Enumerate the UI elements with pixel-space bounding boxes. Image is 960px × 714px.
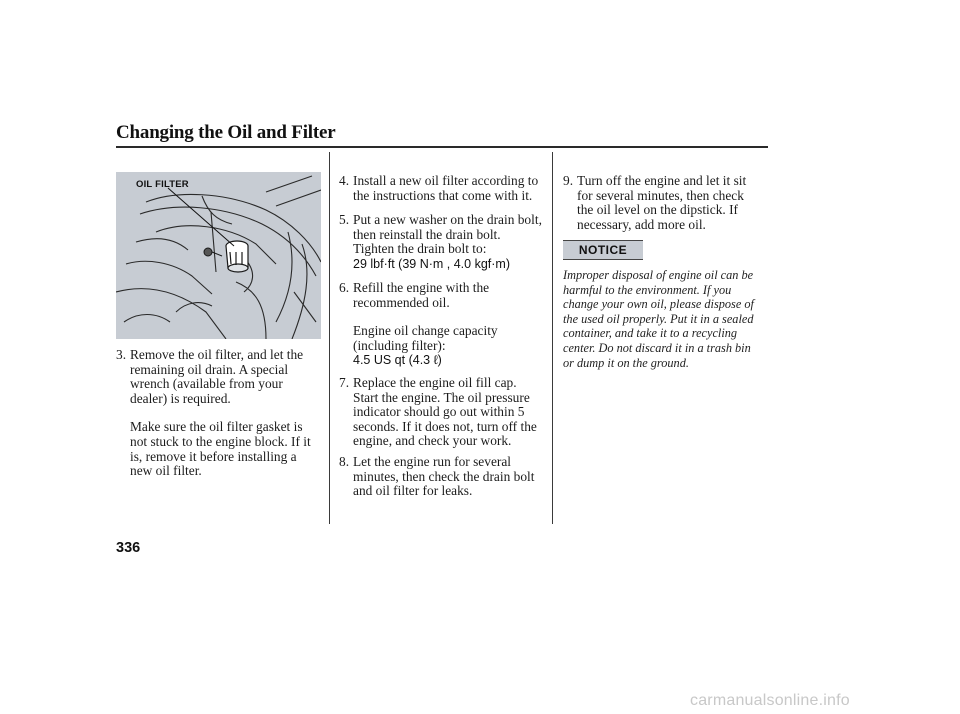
page-number: 336 [116, 540, 141, 556]
step-number: 3. [116, 347, 127, 362]
text-line: Let the engine run for several [353, 454, 512, 469]
step-4 [339, 174, 551, 203]
text-line: recommended oil. [353, 294, 450, 310]
text-line: Replace the engine oil fill cap. [353, 375, 517, 390]
text-line: dealer) is required. [130, 390, 231, 406]
text-line: new oil filter. [130, 463, 202, 479]
text-line: or dump it on the ground. [563, 355, 689, 370]
text-line: Remove the oil filter, and let the [130, 347, 304, 362]
text-line: (including filter): [353, 337, 446, 353]
column-divider-2 [552, 152, 553, 524]
step-6 [339, 281, 551, 367]
text-line: minutes, then check the drain bolt [353, 468, 535, 484]
text-line: Turn off the engine and let it sit [577, 173, 747, 188]
title-rule [116, 146, 768, 148]
step-number: 7. [339, 375, 350, 390]
column-divider-1 [329, 152, 330, 524]
section-title: Changing the Oil and Filter [116, 122, 336, 143]
step-number: 9. [563, 173, 574, 188]
figure-label: OIL FILTER [136, 179, 189, 190]
text-line: Improper disposal of engine oil can be [563, 268, 754, 282]
step-7 [339, 376, 551, 449]
watermark: carmanualsonline.info [690, 692, 850, 709]
step-8 [339, 455, 551, 499]
text-line: container, and take it to a recycling [563, 326, 738, 341]
text-line: remaining oil drain. A special [130, 361, 289, 377]
text-line: Refill the engine with the [353, 280, 490, 295]
text-line: necessary, add more oil. [577, 216, 706, 232]
oil-filter-illustration [116, 172, 321, 339]
step-number: 4. [339, 173, 350, 188]
torque-spec: 29 lbf·ft (39 N·m , 4.0 kgf·m) [353, 256, 510, 271]
step-3 [116, 348, 326, 479]
text-line: the used oil properly. Put it in a sealed [563, 311, 754, 326]
text-line: Make sure the oil filter gasket is [130, 419, 303, 435]
text-line: wrench (available from your [130, 376, 283, 392]
text-line: the instructions that come with it. [353, 187, 533, 203]
text-line: for several minutes, then check [577, 187, 744, 203]
engine-drawing [116, 172, 321, 339]
text-line: Tighten the drain bolt to: [353, 241, 487, 257]
step-9 [563, 174, 775, 232]
text-line: harmful to the environment. If you [563, 282, 732, 297]
text-line: seconds. If it does not, turn off the [353, 418, 537, 434]
filter-gasket-note [130, 420, 326, 478]
step-5 [339, 213, 551, 271]
notice-text [563, 268, 773, 370]
text-line: change your own oil, please dispose of [563, 297, 754, 312]
text-line: Install a new oil filter according to [353, 173, 539, 188]
text-line: and oil filter for leaks. [353, 483, 473, 499]
text-line: engine, and check your work. [353, 433, 512, 449]
text-line: not stuck to the engine block. If it [130, 433, 311, 449]
capacity-spec: 4.5 US qt (4.3 ℓ) [353, 353, 442, 368]
notice-label: NOTICE [578, 243, 628, 257]
step-number: 8. [339, 454, 350, 469]
text-line: indicator should go out within 5 [353, 404, 525, 420]
text-line: Start the engine. The oil pressure [353, 389, 530, 405]
text-line: Put a new washer on the drain bolt, [353, 212, 542, 227]
text-line: the oil level on the dipstick. If [577, 202, 739, 218]
oil-capacity [353, 324, 551, 367]
text-line: is, remove it before installing a [130, 448, 297, 464]
text-line: then reinstall the drain bolt. [353, 226, 501, 242]
step-number: 5. [339, 212, 350, 227]
text-line: center. Do not discard it in a trash bin [563, 340, 751, 355]
text-line: Engine oil change capacity [353, 323, 498, 339]
step-number: 6. [339, 280, 350, 295]
notice-banner [563, 240, 643, 260]
